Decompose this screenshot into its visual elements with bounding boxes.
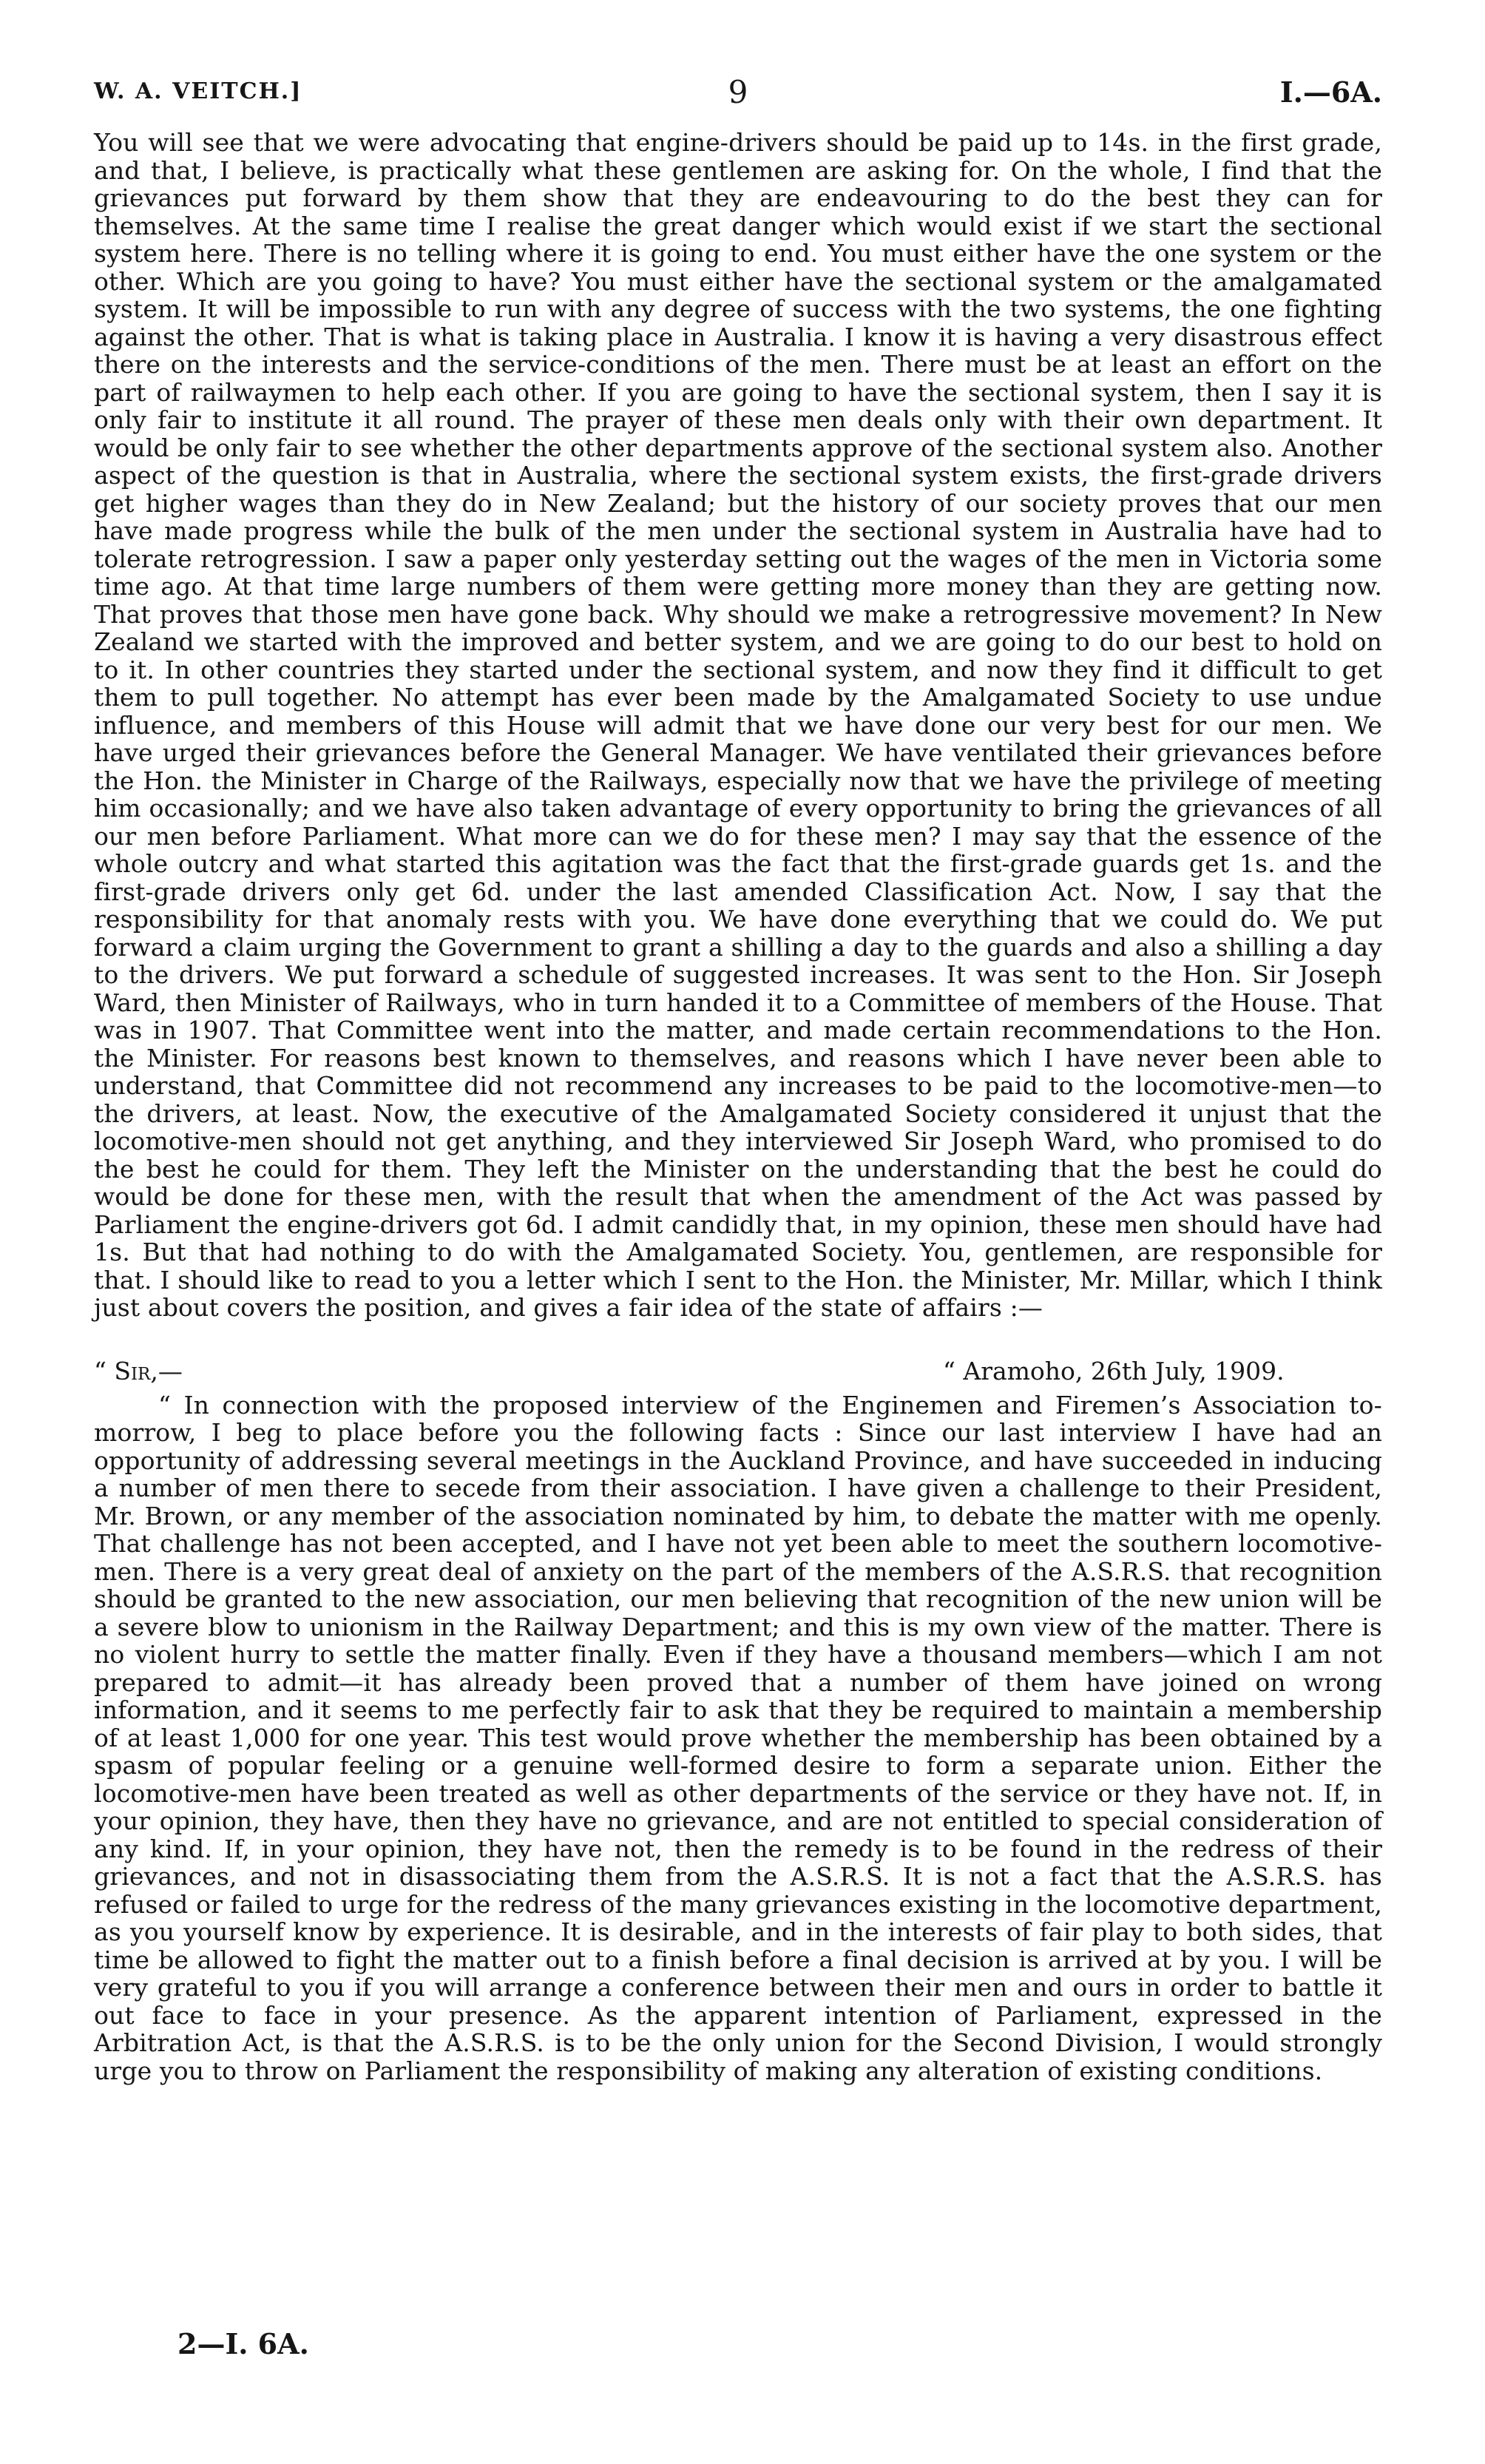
signature-mark: 2—I. 6A. (177, 2327, 309, 2360)
page-number: 9 (728, 74, 748, 110)
speech-body (94, 129, 1382, 2085)
header-author: W. A. VEITCH.] (94, 78, 302, 104)
speech-paragraph: You will see that we were advocating that engine-drivers should be paid up to 14s. in the first grade, and that, I believe, is practically what these gentlemen are asking for. On the whole, I find that the grievances put forward by them show that they are endeavouring to do the best they can for themselves. At the same time I realise the great danger which would exist if we start the sectional system here. There is no telling where it is going to end. You must either have the one system or the other. Which are you going to have? You must either have the sectional system or the amalgamated system. It will be impossible to run with any degree of success with the two systems, the one fighting against the other. That is what is taking place in Australia. I know it is having a very disastrous effect there on the interests and the service-conditions of the men. There must be at least an effort on the part of railwaymen to help each other. If you are going to have the sectional system, then I say it is only fair to institute it all round. The prayer of these men deals only with their own department. It would be only fair to see whether the other departments approve of the sectional system also. Another aspect of the question is that in Australia, where the sectional system exists, the first-grade drivers get higher wages than they do in New Zealand; but the history of our society proves that our men have made progress while the bulk of the men under the sectional system in Australia have had to tolerate retrogression. I saw a paper only yesterday setting out the wages of the men in Victoria some time ago. At that time large numbers of them were getting more money than they are getting now. That proves that those men have gone back. Why should we make a retrogressive movement? In New Zealand we started with the improved and better system, and we are going to do our best to hold on to it. In other countries they started under the sectional system, and now they find it difficult to get them to pull together. No attempt has ever been made by the Amalgamated Society to use undue influence, and members of this House will admit that we have done our very best for our men. We have urged their grievances before the General Manager. We have ventilated their grievances before the Hon. the Minister in Charge of the Railways, especially now that we have the privilege of meeting him occasionally; and we have also taken advantage of every opportunity to bring the grievances of all our men before Parliament. What more can we do for these men? I may say that the essence of the whole outcry and what started this agitation was the fact that the first-grade guards get 1s. and the first-grade drivers only get 6d. under the last amended Classification Act. Now, I say that the responsibility for that anomaly rests with you. We have done everything that we could do. We put forward a claim urging the Government to grant a shilling a day to the guards and also a shilling a day to the drivers. We put forward a schedule of suggested increases. It was sent to the Hon. Sir Joseph Ward, then Minister of Railways, who in turn handed it to a Committee of members of the House. That was in 1907. That Committee went into the matter, and made certain recommendations to the Hon. the Minister. For reasons best known to themselves, and reasons which I have never been able to understand, that Committee did not recommend any increases to be paid to the locomotive-men—to the drivers, at least. Now, the executive of the Amalgamated Society considered it unjust that the locomotive-men should not get anything, and they interviewed Sir Joseph Ward, who promised to do the best he could for them. They left the Minister on the understanding that the best he could do would be done for these men, with the result that when the amendment of the Act was passed by Parliament the engine-drivers got 6d. I admit candidly that, in my opinion, these men should have had 1s. But that had nothing to do with the Amalgamated Society. You, gentlemen, are responsible for that. I should like to read to you a letter which I sent to the Hon. the Minister, Mr. Millar, which I think just about covers the position, and gives a fair idea of the state of affairs :— (94, 128, 1382, 1322)
letter-dateline: “ Aramoho, 26th July, 1909. (943, 1356, 1285, 1385)
letter-heading (94, 1357, 1382, 1387)
page-header (94, 74, 1382, 112)
letter-salutation: “ Sir,— (94, 1356, 183, 1385)
letter-body: “ In connection with the proposed interview of the Enginemen and Firemen’s Association to-morrow, I beg to place before you the following facts : Since our last interview I have had an opportunity of addressing several meetings in the Auckland Province, and have succeeded in inducing a number of men there to secede from their association. I have given a challenge to their President, Mr. Brown, or any member of the association nominated by him, to debate the matter with me openly. That challenge has not been accepted, and I have not yet been able to meet the southern locomotive-men. There is a very great deal of anxiety on the part of the members of the A.S.R.S. that recognition should be granted to the new association, our men believing that recognition of the new union will be a severe blow to unionism in the Railway Department; and this is my own view of the matter. There is no violent hurry to settle the matter finally. Even if they have a thousand members—which I am not prepared to admit—it has already been proved that a number of them have joined on wrong information, and it seems to me perfectly fair to ask that they be required to maintain a membership of at least 1,000 for one year. This test would prove whether the membership has been obtained by a spasm of popular feeling or a genuine well-formed desire to form a separate union. Either the locomotive-men have been treated as well as other departments of the service or they have not. If, in your opinion, they have, then they have no grievance, and are not entitled to special consideration of any kind. If, in your opinion, they have not, then the remedy is to be found in the redress of their grievances, and not in disassociating them from the A.S.R.S. It is not a fact that the A.S.R.S. has refused or failed to urge for the redress of the many grievances existing in the locomotive department, as you yourself know by experience. It is desirable, and in the interests of fair play to both sides, that time be allowed to fight the matter out to a finish before a final decision is arrived at by you. I will be very grateful to you if you will arrange a conference between their men and ours in order to battle it out face to face in your presence. As the apparent intention of Parliament, expressed in the Arbitration Act, is that the A.S.R.S. is to be the only union for the Second Division, I would strongly urge you to throw on Parliament the responsibility of making any alteration of existing conditions. (94, 1390, 1382, 2085)
paper-reference: I.—6A. (1279, 75, 1382, 109)
